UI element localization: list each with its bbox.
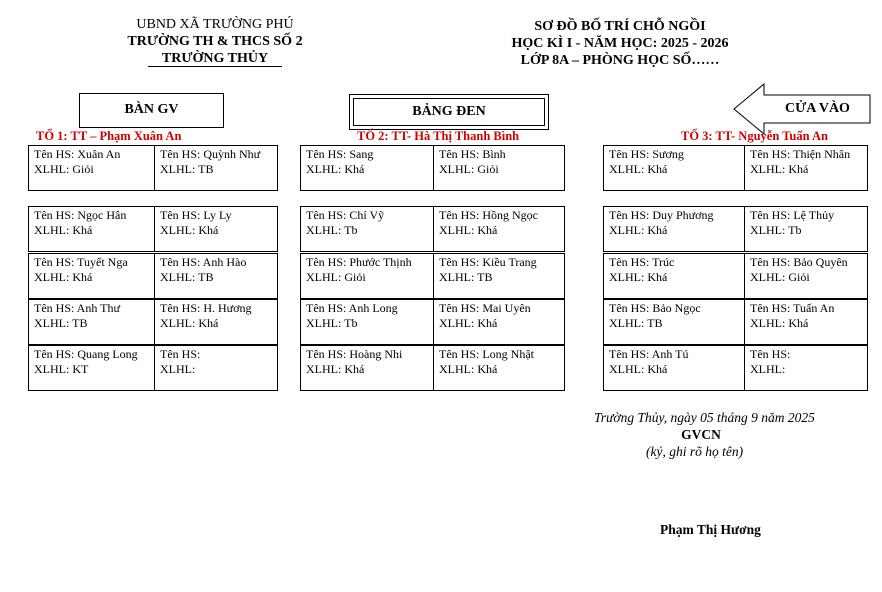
student-grade: XLHL: Khá bbox=[34, 270, 93, 284]
desk bbox=[28, 345, 278, 391]
student-seat bbox=[154, 300, 277, 344]
desk bbox=[300, 253, 565, 299]
school-name: TRƯỜNG TH & THCS SỐ 2 bbox=[127, 34, 303, 49]
desk bbox=[28, 299, 278, 345]
student-name: Tên HS: Hoàng Nhi bbox=[306, 347, 403, 361]
student-seat bbox=[433, 346, 564, 390]
student-grade: XLHL: Giỏi bbox=[306, 270, 366, 284]
student-name: Tên HS: Hồng Ngọc bbox=[439, 208, 538, 222]
student-name: Tên HS: Long Nhật bbox=[439, 347, 534, 361]
student-seat bbox=[744, 346, 867, 390]
student-seat bbox=[154, 207, 277, 251]
student-grade: XLHL: Khá bbox=[609, 270, 668, 284]
semester-year: HỌC KÌ I - NĂM HỌC: 2025 - 2026 bbox=[511, 36, 729, 51]
student-seat bbox=[29, 207, 154, 251]
student-seat bbox=[301, 207, 433, 251]
student-grade: XLHL: Khá bbox=[750, 316, 809, 330]
student-grade: XLHL: TB bbox=[34, 316, 88, 330]
student-grade: XLHL: Khá bbox=[439, 223, 498, 237]
desk bbox=[28, 206, 278, 252]
student-seat bbox=[29, 146, 154, 190]
student-name: Tên HS: Ly Ly bbox=[160, 208, 232, 222]
document-title: SƠ ĐỒ BỐ TRÍ CHỖ NGỒI bbox=[534, 19, 706, 34]
student-seat bbox=[604, 146, 744, 190]
student-grade: XLHL: Khá bbox=[439, 316, 498, 330]
student-name: Tên HS: Kiều Trang bbox=[439, 255, 537, 269]
student-grade: XLHL: Khá bbox=[306, 362, 365, 376]
desk bbox=[300, 345, 565, 391]
student-seat bbox=[29, 300, 154, 344]
student-grade: XLHL: Khá bbox=[750, 162, 809, 176]
desk bbox=[603, 206, 868, 252]
student-seat bbox=[154, 254, 277, 298]
desk bbox=[28, 253, 278, 299]
student-seat bbox=[433, 146, 564, 190]
desk bbox=[603, 253, 868, 299]
student-grade: XLHL: Khá bbox=[439, 362, 498, 376]
student-name: Tên HS: Phước Thịnh bbox=[306, 255, 412, 269]
group-3-title: TỔ 3: TT- Nguyễn Tuấn An bbox=[681, 129, 828, 143]
student-name: Tên HS: Anh Hào bbox=[160, 255, 247, 269]
student-grade: XLHL: Giỏi bbox=[439, 162, 499, 176]
desk bbox=[603, 345, 868, 391]
desk bbox=[300, 206, 565, 252]
student-grade: XLHL: Khá bbox=[609, 162, 668, 176]
student-name: Tên HS: Sang bbox=[306, 147, 374, 161]
entrance-label: CỬA VÀO bbox=[785, 101, 850, 116]
place-date: Trường Thủy, ngày 05 tháng 9 năm 2025 bbox=[594, 410, 815, 425]
student-name: Tên HS: H. Hương bbox=[160, 301, 252, 315]
student-grade: XLHL: TB bbox=[160, 270, 214, 284]
student-name: Tên HS: Sương bbox=[609, 147, 684, 161]
desk bbox=[28, 145, 278, 191]
student-seat bbox=[604, 300, 744, 344]
signature-note: (ký, ghi rõ họ tên) bbox=[646, 444, 744, 459]
group-2-title: TỔ 2: TT- Hà Thị Thanh Bình bbox=[357, 129, 520, 143]
student-grade: XLHL: Khá bbox=[306, 162, 365, 176]
student-grade: XLHL: Khá bbox=[609, 362, 668, 376]
student-seat bbox=[744, 254, 867, 298]
student-name: Tên HS: Bảo Quyên bbox=[750, 255, 848, 269]
student-name: Tên HS: Ngọc Hân bbox=[34, 208, 127, 222]
student-name: Tên HS: Xuân An bbox=[34, 147, 121, 161]
student-seat bbox=[744, 300, 867, 344]
desk bbox=[603, 145, 868, 191]
student-grade: XLHL: TB bbox=[609, 316, 663, 330]
student-grade: XLHL: Khá bbox=[34, 223, 93, 237]
class-room: LỚP 8A – PHÒNG HỌC SỐ…… bbox=[520, 53, 720, 68]
header-right bbox=[480, 18, 760, 69]
student-grade: XLHL: Tb bbox=[306, 223, 358, 237]
student-seat bbox=[433, 254, 564, 298]
student-grade: XLHL: Khá bbox=[160, 316, 219, 330]
student-seat bbox=[744, 146, 867, 190]
student-seat bbox=[301, 346, 433, 390]
student-name: Tên HS: bbox=[160, 347, 201, 361]
student-seat bbox=[301, 254, 433, 298]
signer-name: Phạm Thị Hương bbox=[660, 522, 761, 537]
student-grade: XLHL: Giỏi bbox=[750, 270, 810, 284]
student-seat bbox=[154, 346, 277, 390]
student-seat bbox=[433, 207, 564, 251]
district-name: UBND XÃ TRƯỜNG PHÚ bbox=[136, 17, 294, 32]
student-seat bbox=[301, 300, 433, 344]
student-grade: XLHL: TB bbox=[439, 270, 493, 284]
student-seat bbox=[433, 300, 564, 344]
student-grade: XLHL: KT bbox=[34, 362, 89, 376]
student-grade: XLHL: bbox=[160, 362, 196, 376]
student-name: Tên HS: Anh Tú bbox=[609, 347, 689, 361]
student-grade: XLHL: Khá bbox=[160, 223, 219, 237]
student-name: Tên HS: Tuyết Nga bbox=[34, 255, 128, 269]
student-name: Tên HS: Lệ Thủy bbox=[750, 208, 835, 222]
desk bbox=[300, 145, 565, 191]
student-grade: XLHL: TB bbox=[160, 162, 214, 176]
group-1-title: TỔ 1: TT – Phạm Xuân An bbox=[36, 129, 182, 143]
student-name: Tên HS: Anh Long bbox=[306, 301, 398, 315]
student-seat bbox=[29, 346, 154, 390]
student-name: Tên HS: Chí Vỹ bbox=[306, 208, 385, 222]
student-grade: XLHL: Tb bbox=[750, 223, 802, 237]
student-name: Tên HS: Bảo Ngọc bbox=[609, 301, 701, 315]
blackboard-label: BẢNG ĐEN bbox=[412, 104, 486, 119]
teacher-desk bbox=[79, 93, 224, 128]
student-name: Tên HS: Duy Phương bbox=[609, 208, 714, 222]
blackboard bbox=[349, 94, 549, 130]
header-left bbox=[100, 16, 330, 67]
student-name: Tên HS: Bình bbox=[439, 147, 506, 161]
student-name: Tên HS: Quang Long bbox=[34, 347, 138, 361]
student-name: Tên HS: bbox=[750, 347, 791, 361]
student-grade: XLHL: Tb bbox=[306, 316, 358, 330]
signer-role: GVCN bbox=[681, 427, 721, 442]
student-seat bbox=[604, 346, 744, 390]
student-seat bbox=[604, 207, 744, 251]
student-name: Tên HS: Mai Uyên bbox=[439, 301, 531, 315]
desk bbox=[603, 299, 868, 345]
student-seat bbox=[29, 254, 154, 298]
student-name: Tên HS: Quỳnh Như bbox=[160, 147, 261, 161]
teacher-desk-label: BÀN GV bbox=[124, 102, 179, 117]
student-name: Tên HS: Thiện Nhân bbox=[750, 147, 851, 161]
student-grade: XLHL: Khá bbox=[609, 223, 668, 237]
student-name: Tên HS: Trúc bbox=[609, 255, 675, 269]
student-grade: XLHL: bbox=[750, 362, 786, 376]
desk bbox=[300, 299, 565, 345]
student-seat bbox=[744, 207, 867, 251]
student-seat bbox=[154, 146, 277, 190]
student-name: Tên HS: Tuấn An bbox=[750, 301, 835, 315]
student-seat bbox=[301, 146, 433, 190]
commune-name: TRƯỜNG THỦY bbox=[100, 50, 330, 67]
student-name: Tên HS: Anh Thư bbox=[34, 301, 120, 315]
student-seat bbox=[604, 254, 744, 298]
student-grade: XLHL: Giỏi bbox=[34, 162, 94, 176]
